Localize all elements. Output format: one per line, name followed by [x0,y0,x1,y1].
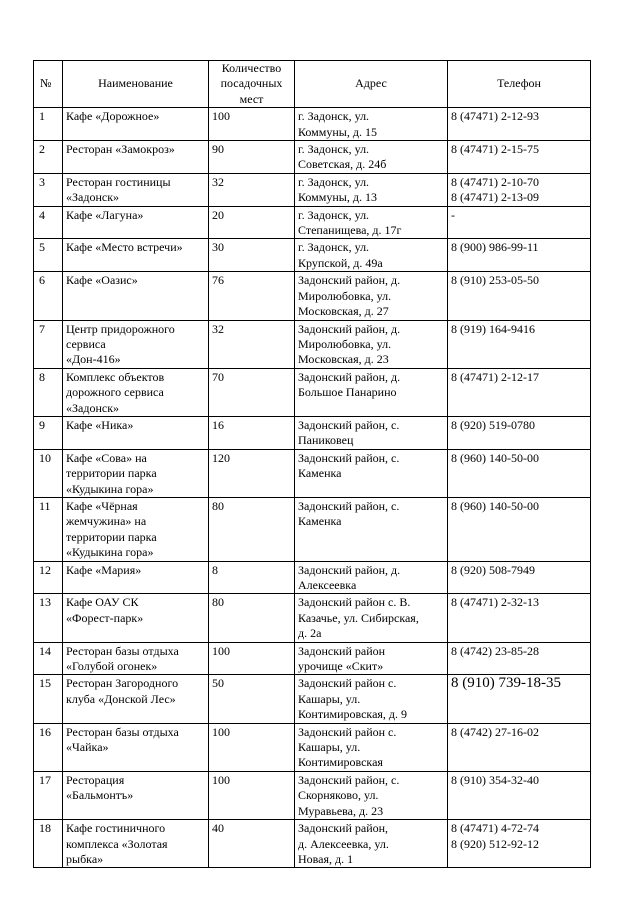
table-row [34,723,591,771]
cell-name-line: Ресторан Загородного [66,676,179,691]
cell-phone-line: 8 (47471) 4-72-74 [451,821,539,836]
cell-address-line: г. Задонск, ул. [298,207,370,222]
cell-address [295,416,448,449]
cell-name [63,675,209,723]
cell-name-line: Кафе «Место встречи» [66,240,183,255]
cell-number: 6 [34,272,63,320]
cell-phone-line: - [451,207,455,222]
cell-address-line: Паниковец [298,433,354,448]
cell-address [295,368,448,416]
table-row [34,206,591,239]
cell-address-line: д. 2а [298,626,322,641]
cell-address-line: Миролюбовка, ул. [298,336,392,351]
cell-phone [448,272,591,320]
cell-phone [448,723,591,771]
cell-phone-line: 8 (910) 354-32-40 [451,772,539,787]
cell-seats: 50 [209,675,295,723]
cell-seats: 20 [209,206,295,239]
cell-seats: 76 [209,272,295,320]
cell-phone-line: 8 (47471) 2-32-13 [451,595,539,610]
cell-seats: 100 [209,723,295,771]
cell-address [295,449,448,497]
cell-name [63,173,209,206]
cell-address-line: Муравьева, д. 23 [298,803,384,818]
header-seats-line: Количество [221,61,282,75]
cell-phone [448,497,591,561]
cell-address-line: Контимировская [298,755,383,770]
cell-address-line: Задонский район, д. [298,369,401,384]
table-row [34,272,591,320]
cell-address [295,642,448,675]
cell-name-line: Ресторан гостиницы [66,174,171,189]
table-row [34,497,591,561]
cell-address-line: Московская, д. 23 [298,352,389,367]
cell-number: 13 [34,594,63,642]
cell-phone [448,561,591,594]
table-row [34,561,591,594]
table-row [34,642,591,675]
cell-name-line: дорожного сервиса [66,385,164,400]
cell-address-line: Контимировская, д. 9 [298,707,408,722]
cell-number: 8 [34,368,63,416]
cell-address [295,723,448,771]
cell-name-line: «Дон-416» [66,352,121,367]
cell-address-line: Кашары, ул. [298,691,361,706]
cell-name-line: Кафе «Мария» [66,562,142,577]
cell-phone [448,320,591,368]
cell-number: 5 [34,239,63,272]
cell-address-line: Задонский район с. [298,676,397,691]
cell-phone-line: 8 (920) 512-92-12 [451,836,539,851]
cell-address-line: Советская, д. 24б [298,157,387,172]
cell-address-line: Крупской, д. 49а [298,255,383,270]
cell-name [63,497,209,561]
cell-phone-line: 8 (920) 519-0780 [451,417,535,432]
cell-name-line: Ресторан базы отдыха [66,724,179,739]
cell-phone-line: 8 (919) 164-9416 [451,321,535,336]
cell-address-line: Задонский район, д. [298,562,401,577]
cell-name [63,820,209,868]
cell-address-line: Каменка [298,466,342,481]
cell-seats: 100 [209,108,295,141]
table-row [34,416,591,449]
header-seats [209,61,295,108]
table-row [34,239,591,272]
cell-name-line: Кафе ОАУ СК [66,595,139,610]
cell-seats: 120 [209,449,295,497]
cell-number: 12 [34,561,63,594]
cell-address-line: Задонский район, с. [298,450,400,465]
cell-address-line: Большое Панарино [298,385,397,400]
cell-seats: 100 [209,642,295,675]
cell-address-line: Коммуны, д. 15 [298,124,377,139]
cell-name [63,141,209,174]
cell-address [295,675,448,723]
cell-phone [448,141,591,174]
table-row [34,820,591,868]
cell-name-line: Комплекс объектов [66,369,165,384]
cell-phone [448,108,591,141]
cell-phone [448,368,591,416]
cell-phone-line: 8 (4742) 23-85-28 [451,643,539,658]
cell-address-line: Задонский район, с. [298,772,400,787]
cell-address-line: г. Задонск, ул. [298,174,370,189]
cell-name [63,320,209,368]
cell-address-line: Миролюбовка, ул. [298,288,392,303]
cell-phone [448,594,591,642]
cell-phone-line: 8 (900) 986-99-11 [451,240,539,255]
cell-phone-line: 8 (960) 140-50-00 [451,450,539,465]
cell-name [63,108,209,141]
cell-name-line: «Задонск» [66,190,120,205]
cell-address [295,173,448,206]
cell-address-line: Задонский район, [298,821,389,836]
cell-seats: 30 [209,239,295,272]
cell-name-line: сервиса [66,336,106,351]
cell-name [63,723,209,771]
cell-name-line: «Бальмонтъ» [66,788,134,803]
cell-seats: 80 [209,594,295,642]
cell-address [295,771,448,819]
cell-phone [448,239,591,272]
cell-number: 11 [34,497,63,561]
cell-address-line: г. Задонск, ул. [298,109,370,124]
cell-phone-line: 8 (920) 508-7949 [451,562,535,577]
cell-seats: 70 [209,368,295,416]
cell-address [295,141,448,174]
cell-name-line: территории парка [66,466,157,481]
cell-name-line: Кафе «Оазис» [66,273,138,288]
cell-name [63,449,209,497]
cell-address [295,561,448,594]
cell-address-line: Коммуны, д. 13 [298,190,377,205]
header-seats-line: мест [239,91,264,106]
header-seats-line: посадочных [220,76,283,91]
cell-phone [448,642,591,675]
cell-name-line: «Голубой огонек» [66,659,158,674]
cell-address-line: Новая, д. 1 [298,851,354,866]
cell-address [295,497,448,561]
table-row [34,173,591,206]
cell-name [63,771,209,819]
cell-address [295,239,448,272]
cell-number: 17 [34,771,63,819]
cell-number: 7 [34,320,63,368]
cell-phone [448,771,591,819]
cell-phone [448,173,591,206]
cell-name-line: Кафе «Ника» [66,417,134,432]
cell-address [295,206,448,239]
cell-address-line: урочище «Скит» [298,659,384,674]
cell-phone [448,820,591,868]
cell-address-line: г. Задонск, ул. [298,142,370,157]
cell-name [63,272,209,320]
cell-address-line: Задонский район с. [298,724,397,739]
cell-name-line: Кафе «Сова» на [66,450,147,465]
cell-number: 1 [34,108,63,141]
cell-address-line: Каменка [298,514,342,529]
cell-address-line: Степанищева, д. 17г [298,223,402,238]
cell-phone-line: 8 (47471) 2-13-09 [451,190,539,205]
cell-phone-line: 8 (47471) 2-15-75 [451,142,539,157]
cell-number: 18 [34,820,63,868]
cell-seats: 80 [209,497,295,561]
header-number: № [34,61,63,108]
cell-number: 14 [34,642,63,675]
table-row [34,675,591,723]
cell-address-line: Кашары, ул. [298,740,361,755]
cell-number: 16 [34,723,63,771]
cell-phone-line: 8 (960) 140-50-00 [451,498,539,513]
cell-name-line: Ресторан «Замокроз» [66,142,175,157]
cell-address-line: Задонский район, д. [298,273,401,288]
cell-name [63,416,209,449]
header-name: Наименование [63,61,209,108]
table-row [34,368,591,416]
cell-name-line: «Чайка» [66,740,109,755]
table-header-row [34,61,591,108]
table-row [34,771,591,819]
cell-address-line: Задонский район, д. [298,321,401,336]
cell-address-line: Задонский район с. В. [298,595,411,610]
cell-name [63,368,209,416]
cell-name-line: жемчужина» на [66,514,147,529]
cell-number: 3 [34,173,63,206]
cell-address [295,594,448,642]
cell-address-line: Московская, д. 27 [298,304,389,319]
cell-number: 10 [34,449,63,497]
cell-name-line: Кафе гостиничного [66,821,166,836]
cell-phone-line: 8 (47471) 2-10-70 [451,174,539,189]
cell-number: 9 [34,416,63,449]
cell-seats: 32 [209,320,295,368]
cell-number: 4 [34,206,63,239]
cell-name [63,642,209,675]
cell-name [63,206,209,239]
header-address: Адрес [295,61,448,108]
cell-name [63,594,209,642]
cell-name-line: Центр придорожного [66,321,175,336]
cell-phone [448,416,591,449]
cell-seats: 90 [209,141,295,174]
cell-name-line: «Задонск» [66,400,120,415]
cell-name-line: Кафе «Чёрная [66,498,138,513]
cell-seats: 8 [209,561,295,594]
cell-name-line: комплекса «Золотая [66,836,168,851]
cell-name-line: «Форест-парк» [66,610,144,625]
cell-name-line: «Кудыкина гора» [66,545,154,560]
cell-seats: 40 [209,820,295,868]
cell-address [295,272,448,320]
table-row [34,108,591,141]
cell-address [295,108,448,141]
cell-seats: 32 [209,173,295,206]
table-row [34,594,591,642]
cell-number: 2 [34,141,63,174]
cell-address-line: Алексеевка [298,578,357,592]
cell-phone-line: 8 (4742) 27-16-02 [451,724,539,739]
cell-phone-line: 8 (910) 739-18-35 [451,675,561,692]
cell-phone-line: 8 (47471) 2-12-93 [451,109,539,124]
cell-phone [448,449,591,497]
cell-name [63,561,209,594]
table-row [34,320,591,368]
cell-address-line: Задонский район, с. [298,498,400,513]
cell-name-line: Ресторация [66,772,125,787]
cell-name-line: «Кудыкина гора» [66,481,154,496]
cell-name-line: Кафе «Дорожное» [66,109,160,124]
cell-address-line: д. Алексеевка, ул. [298,836,389,851]
cell-address-line: Задонский район, с. [298,417,400,432]
cell-name-line: Ресторан базы отдыха [66,643,179,658]
header-phone: Телефон [448,61,591,108]
cell-address-line: Казачье, ул. Сибирская, [298,610,419,625]
cell-phone [448,675,591,723]
cell-phone [448,206,591,239]
cell-seats: 16 [209,416,295,449]
cell-address-line: Задонский район [298,643,386,658]
cell-address [295,820,448,868]
cell-address-line: г. Задонск, ул. [298,240,370,255]
cell-number: 15 [34,675,63,723]
cell-address-line: Скорняково, ул. [298,788,379,803]
cell-name-line: рыбка» [66,851,104,866]
cell-phone-line: 8 (47471) 2-12-17 [451,369,539,384]
cell-address [295,320,448,368]
table-row [34,141,591,174]
cell-name [63,239,209,272]
cell-name-line: Кафе «Лагуна» [66,207,144,222]
table-row [34,449,591,497]
table-body [34,108,591,868]
establishments-table [33,60,591,868]
cell-name-line: клуба «Донской Лес» [66,691,176,706]
cell-seats: 100 [209,771,295,819]
cell-phone-line: 8 (910) 253-05-50 [451,273,539,288]
cell-name-line: территории парка [66,529,157,544]
